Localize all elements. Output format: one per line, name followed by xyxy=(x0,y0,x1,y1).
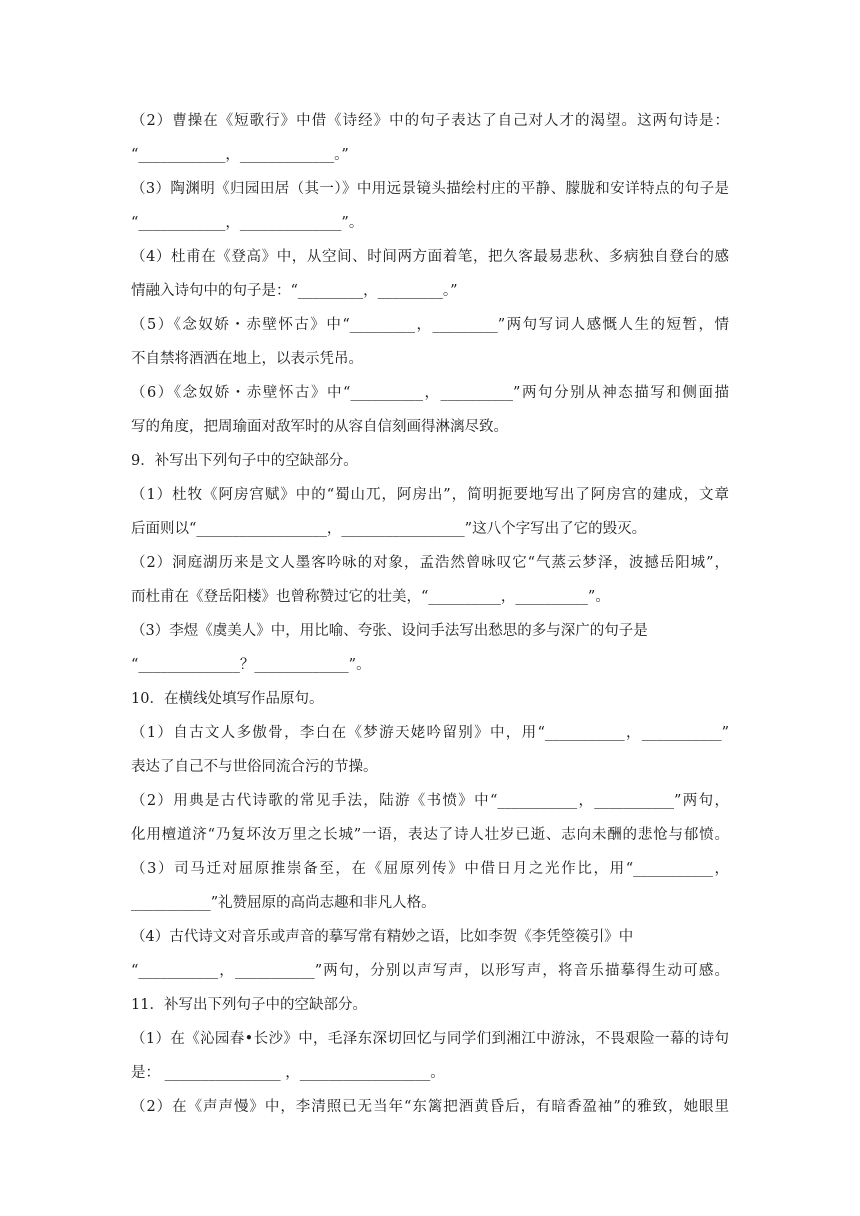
question-heading: 9．补写出下列句子中的空缺部分。 xyxy=(131,453,358,469)
text-line: （4）杜甫在《登高》中，从空间、时间两方面着笔，把久客最易悲秋、多病独自登台的感 xyxy=(131,249,729,265)
text-line: 表达了自己不与世俗同流合污的节操。 xyxy=(131,759,378,775)
text-line: （2）曹操在《短歌行》中借《诗经》中的句子表达了自己对人才的渴望。这两句诗是： xyxy=(131,113,729,129)
text-line: “____________，_____________。” xyxy=(131,147,349,163)
text-line: （3）司马迁对屈原推崇备至，在《屈原列传》中借日月之光作比，用“___________， xyxy=(131,861,729,877)
text-line: （2）洞庭湖历来是文人墨客吟咏的对象，孟浩然曾咏叹它“气蒸云梦泽，波撼岳阳城”， xyxy=(131,555,729,571)
text-line: （2）在《声声慢》中，李清照已无当年“东篱把酒黄昏后，有暗香盈袖”的雅致，她眼里 xyxy=(131,1099,729,1115)
text-line: 情融入诗句中的句子是：“_________，_________。” xyxy=(131,283,458,299)
text-line: （3）陶渊明《归园田居（其一）》中用远景镜头描绘村庄的平静、朦胧和安详特点的句子是 xyxy=(131,181,729,197)
text-line: 写的角度，把周瑜面对敌军时的从容自信刻画得淋漓尽致。 xyxy=(131,419,508,435)
text-line: （1）在《沁园春•长沙》中，毛泽东深切回忆与同学们到湘江中游泳，不畏艰险一幕的诗句 xyxy=(131,1031,729,1047)
text-line: ___________”礼赞屈原的高尚志趣和非凡人格。 xyxy=(131,895,436,911)
text-line: （2）用典是古代诗歌的常见手法，陆游《书愤》中“___________，___________”两句， xyxy=(131,793,729,809)
text-line: 化用檀道济“乃复坏汝万里之长城”一语，表达了诗人壮岁已逝、志向未酬的悲怆与郁愤。 xyxy=(131,827,729,843)
text-line: （5）《念奴娇・赤壁怀古》中“_________，_________”两句写词人感慨人生的短暂，情 xyxy=(131,317,729,333)
text-line: （1）自古文人多傲骨，李白在《梦游天姥吟留别》中，用“___________，___________” xyxy=(131,725,729,741)
text-line: 是： ________________ ，__________________。 xyxy=(131,1065,445,1081)
text-line: （3）李煜《虞美人》中，用比喻、夸张、设问手法写出愁思的多与深广的句子是 xyxy=(131,623,648,639)
text-line: （6）《念奴娇・赤壁怀古》中“__________，__________”两句分别从神态描写和侧面描 xyxy=(131,385,729,401)
text-line: 后面则以“__________________，_________________”这八个字写出了它的毁灭。 xyxy=(131,521,647,537)
question-heading: 11．补写出下列句子中的空缺部分。 xyxy=(131,997,367,1013)
text-line: （4）古代诗文对音乐或声音的摹写常有精妙之语，比如李贺《李凭箜篌引》中 xyxy=(131,929,634,945)
text-line: “____________，______________”。 xyxy=(131,215,364,231)
text-line: 而杜甫在《登岳阳楼》也曾称赞过它的壮美，“__________，__________”。 xyxy=(131,589,610,605)
text-line: 不自禁将酒洒在地上，以表示凭吊。 xyxy=(131,351,363,367)
text-line: “___________，___________”两句，分别以声写声，以形写声，将音乐描摹得生动可感。 xyxy=(131,963,729,979)
question-heading: 10．在横线处填写作品原句。 xyxy=(131,691,324,707)
text-line: （1）杜牧《阿房宫赋》中的“蜀山兀，阿房出”，简明扼要地写出了阿房宫的建成，文章 xyxy=(131,487,729,503)
text-line: “______________？_____________”。 xyxy=(131,657,371,673)
